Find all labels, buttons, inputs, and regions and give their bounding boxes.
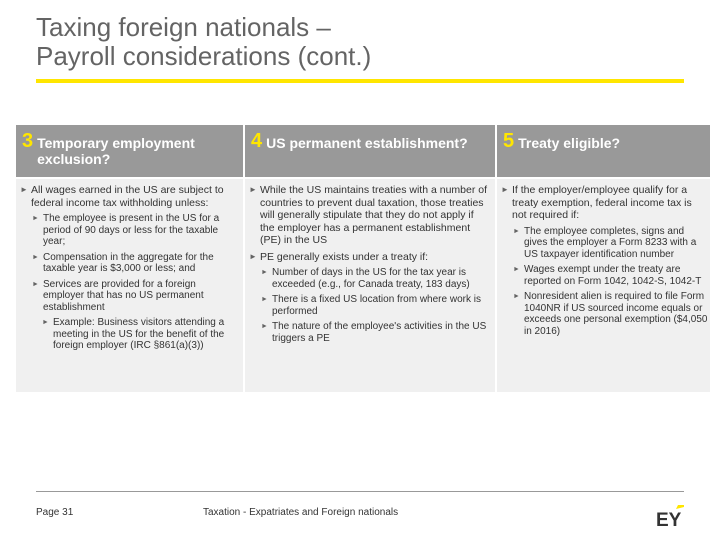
- bullet-item: [501, 226, 708, 261]
- bullet-text: Compensation in the aggregate for the taxable year is $3,000 or less; and: [43, 251, 214, 274]
- bullet-item: [249, 321, 491, 344]
- bullet-text: The nature of the employee's activities in the US triggers a PE: [272, 321, 487, 344]
- column-treaty-eligible: [497, 125, 710, 392]
- bullet-arrow-icon: ►: [32, 253, 39, 261]
- bullet-item: [501, 291, 708, 337]
- bullet-item: [501, 264, 708, 287]
- bullet-arrow-icon: ►: [261, 296, 268, 303]
- bullet-text: While the US maintains treaties with a number of countries to prevent dual taxation, those treaties will generally stipulate that they do not apply if the employer has a permanent establishment (PE) in the US: [260, 184, 488, 246]
- bullet-text: Number of days in the US for the tax year is exceeded (e.g., for Canada treaty, 183 days): [272, 267, 470, 290]
- bullet-arrow-icon: ►: [261, 269, 268, 276]
- bullet-text: Example: Business visitors attending a meeting in the US for the benefit of the foreign employer (IRC §861(a)(3)): [53, 317, 225, 351]
- bullet-arrow-icon: ►: [32, 280, 39, 288]
- bullet-arrow-icon: ►: [32, 215, 39, 222]
- bullet-text: There is a fixed US location from where work is performed: [272, 294, 481, 317]
- bullet-text: Services are provided for a foreign employer that has no US permanent establishment: [43, 278, 204, 313]
- title-underline: [36, 79, 684, 83]
- bullet-item: [501, 184, 708, 222]
- bullet-text: All wages earned in the US are subject to federal income tax withholding unless:: [31, 184, 224, 209]
- bullet-item: [249, 294, 491, 317]
- bullet-arrow-icon: ►: [20, 185, 28, 194]
- bullet-text: Wages exempt under the treaty are reported on Form 1042, 1042-S, 1042-T: [524, 264, 702, 287]
- column-number: 3: [22, 130, 34, 152]
- bullet-text: The employee is present in the US for a period of 90 days or less for the taxable year;: [43, 213, 220, 247]
- column-header: [245, 125, 495, 177]
- column-number: 4: [251, 130, 263, 152]
- bullet-arrow-icon: ►: [249, 185, 257, 194]
- ey-logo-icon: [656, 505, 684, 527]
- bullet-text: The employee completes, signs and gives the employer a Form 8233 with a US taxpayer identification number: [524, 225, 697, 260]
- column-title: Temporary employment exclusion?: [37, 135, 195, 167]
- bullet-text: Nonresident alien is required to file Form 1040NR if US sourced income equals or exceeds one personal exemption ($4,050 in 2016): [524, 291, 708, 337]
- column-header: [16, 125, 243, 177]
- criteria-table: [16, 125, 710, 392]
- bullet-item: [20, 213, 239, 248]
- bullet-item: [249, 184, 491, 247]
- bullet-text: PE generally exists under a treaty if:: [260, 250, 429, 263]
- bullet-arrow-icon: ►: [513, 227, 520, 235]
- bullet-arrow-icon: ►: [501, 185, 509, 194]
- column-number: 5: [503, 130, 515, 152]
- bullet-arrow-icon: ►: [249, 251, 257, 261]
- column-temporary-employment: [16, 125, 243, 392]
- column-permanent-establishment: [245, 125, 495, 392]
- column-body: [16, 179, 243, 392]
- slide-title: [36, 13, 696, 71]
- slide-title-line-2: Payroll considerations (cont.): [36, 41, 372, 71]
- column-body: [497, 179, 710, 392]
- footer-divider: [36, 491, 684, 492]
- bullet-item: [249, 267, 491, 290]
- bullet-item: [20, 252, 239, 275]
- footer-text: Taxation - Expatriates and Foreign nationals: [203, 507, 399, 518]
- column-header: [497, 125, 710, 177]
- column-title: Treaty eligible?: [518, 135, 621, 151]
- bullet-item: [20, 279, 239, 314]
- bullet-arrow-icon: ►: [513, 293, 520, 300]
- column-body: [245, 179, 495, 392]
- bullet-item: [249, 251, 491, 264]
- bullet-text: If the employer/employee qualify for a treaty exemption, federal income tax is not required if:: [512, 184, 692, 221]
- bullet-arrow-icon: ►: [261, 323, 268, 330]
- slide-title-line-1: Taxing foreign nationals –: [36, 12, 331, 42]
- bullet-arrow-icon: ►: [513, 266, 520, 273]
- bullet-arrow-icon: ►: [42, 319, 49, 326]
- page-number: Page 31: [36, 507, 74, 518]
- bullet-item: [20, 317, 239, 352]
- bullet-item: [20, 184, 239, 209]
- svg-text:EY: EY: [656, 510, 682, 527]
- column-title: US permanent establishment?: [266, 135, 468, 151]
